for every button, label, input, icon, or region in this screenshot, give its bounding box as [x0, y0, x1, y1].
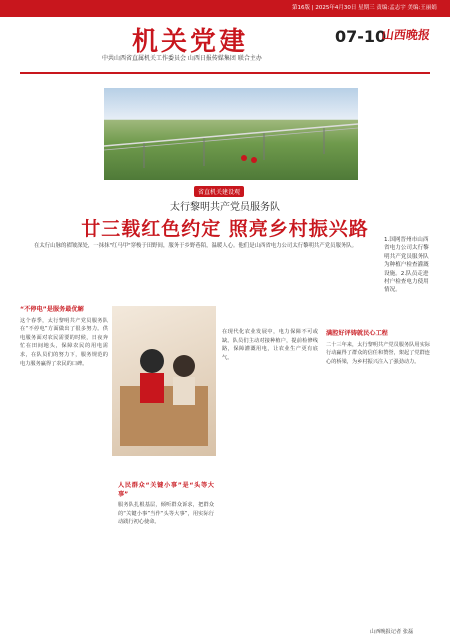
column-3-text: 在现代化农业发展中，电力保障不可或缺。队员们主动对接种植户，提前检修线路，保障灌溉用电，让农业生产更有底气。 — [222, 329, 318, 361]
irrigation-field-illustration — [104, 88, 358, 180]
page-number: 07-10 — [335, 27, 387, 46]
column-1 — [20, 304, 108, 368]
people-illustration — [112, 306, 216, 456]
sponsors-line: 中共山西省直属机关工作委员会 山西日报传媒集团 联合主办 — [102, 55, 262, 62]
headline-primary: 太行黎明共产党员服务队 — [170, 202, 280, 213]
field-photo — [104, 88, 358, 180]
author-credit: 山西晚报记者 张磊 — [370, 629, 414, 635]
column-1-text: 这个春季，太行黎明共产党员服务队在“不停电”方面做出了很多努力。供电服务面对农民需要的时候，日夜奔忙在田间地头，保障农民的用电需求，在队员们的努力下，服务规范的电力服务赢得了农民的口碑。 — [20, 317, 108, 367]
section-heading-4: 满腔好评铸就民心工程 — [326, 330, 388, 337]
page-info: 第16版 | 2025年4月30日 星期三 责编:孟志宇 美编:王丽娟 — [292, 5, 437, 11]
column-2-text: 服务队扎根基层，倾听群众诉求，把群众的“关键小事”当作“头等大事”，用实际行动践行初心使命。 — [118, 502, 214, 526]
section-heading-2: 人民群众“关键小事”是“头等大事” — [118, 482, 214, 498]
column-3 — [222, 328, 318, 362]
newspaper-logo: 山西晚报 — [380, 28, 431, 42]
section-title: 机关党建 — [132, 27, 249, 57]
intro-paragraph: 在太行山脉的褶皱深处，一抹抹"红马甲"穿梭于田野间，服务于乡野巷陌，温暖人心。他们是山西省电力公司太行黎明共产党员服务队。 — [34, 243, 358, 249]
photo-caption: 1.国网晋州市山西省电力公司太行黎明共产党员服务队为种植户检查灌溉设施。2.队员走进村户检查电力使用情况。 — [384, 237, 429, 294]
header-rule — [20, 72, 430, 74]
section-heading-1: “不停电”是服务最优解 — [20, 306, 84, 313]
headline-main: 廿三载红色约定 照亮乡村振兴路 — [81, 218, 369, 240]
column-4 — [326, 328, 430, 366]
top-info-bar — [0, 0, 450, 17]
column-4-text: 二十三年来，太行黎明共产党员服务队用实际行动赢得了群众的信任和赞誉，架起了党群连心的桥梁，为乡村振兴注入了强劲动力。 — [326, 341, 430, 365]
masthead — [0, 17, 450, 65]
kicker-tag: 省直机关建设观 — [194, 186, 244, 197]
column-2 — [118, 480, 214, 527]
interview-photo — [112, 306, 216, 456]
